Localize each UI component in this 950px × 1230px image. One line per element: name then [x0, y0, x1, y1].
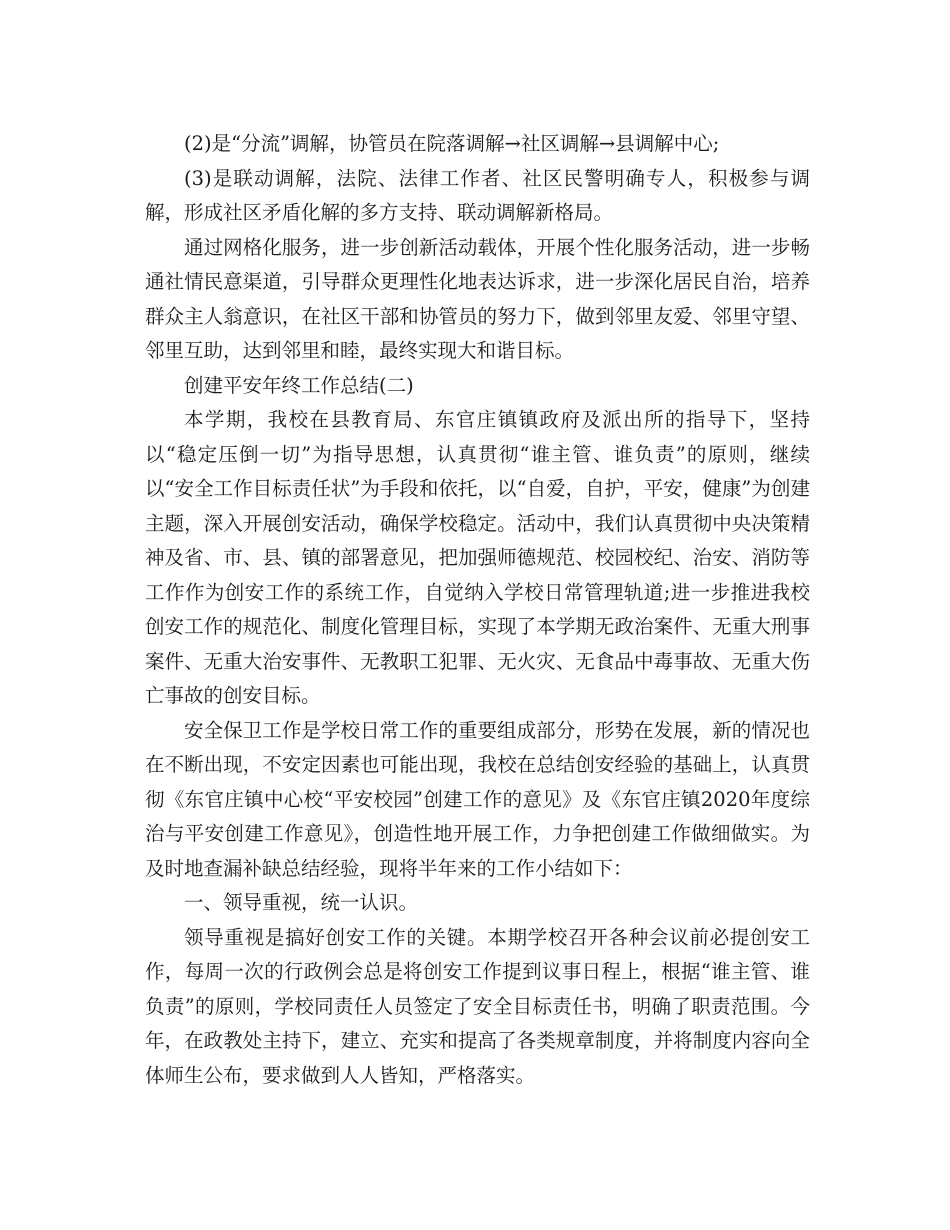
paragraph-leadership: 领导重视是搞好创安工作的关键。本期学校召开各种会议前必提创安工作，每周一次的行政例会总是将创安工作提到议事日程上，根据“谁主管、谁负责”的原则，学校同责任人员签定了安全目标责任书，明确了职责范围。今年，在政教处主持下，建立、充实和提高了各类规章制度，并将制度内容向全体师生公布，要求做到人人皆知，严格落实。	[145, 925, 810, 1087]
paragraph-diversion-mediation: (2)是“分流”调解，协管员在院落调解→社区调解→县调解中心;	[184, 132, 720, 155]
subheading-leadership: 一、领导重视，统一认识。	[184, 891, 419, 914]
document-page	[145, 127, 810, 1093]
paragraph-joint-mediation: (3)是联动调解，法院、法律工作者、社区民警明确专人，积极参与调解，形成社区矛盾化解的多方支持、联动调解新格局。	[145, 166, 810, 224]
paragraph-grid-service: 通过网格化服务，进一步创新活动载体，开展个性化服务活动，进一步畅通社情民意渠道，引导群众更理性化地表达诉求，进一步深化居民自治，培养群众主人翁意识，在社区干部和协管员的努力下，做到邻里友爱、邻里守望、邻里互助，达到邻里和睦，最终实现大和谐目标。	[145, 235, 810, 362]
paragraph-semester-summary: 本学期，我校在县教育局、东官庄镇镇政府及派出所的指导下，坚持以“稳定压倒一切”为指导思想，认真贯彻“谁主管、谁负责”的原则，继续以“安全工作目标责任状”为手段和依托，以“自爱，自护，平安，健康”为创建主题，深入开展创安活动，确保学校稳定。活动中，我们认真贯彻中央决策精神及省、市、县、镇的部署意见，把加强师德规范、校园校纪、治安、消防等工作作为创安工作的系统工作，自觉纳入学校日常管理轨道;进一步推进我校创安工作的规范化、制度化管理目标，实现了本学期无政治案件、无重大刑事案件、无重大治安事件、无教职工犯罪、无火灾、无食品中毒事故、无重大伤亡事故的创安目标。	[145, 408, 810, 707]
paragraph-security-work: 安全保卫工作是学校日常工作的重要组成部分，形势在发展，新的情况也在不断出现，不安定因素也可能出现，我校在总结创安经验的基础上，认真贯彻《东官庄镇中心校“平安校园”创建工作的意见》及《东官庄镇2020年度综治与平安创建工作意见》，创造性地开展工作，力争把创建工作做细做实。为及时地查漏补缺总结经验，现将半年来的工作小结如下：	[145, 718, 810, 880]
section-heading: 创建平安年终工作总结(二)	[184, 373, 414, 397]
